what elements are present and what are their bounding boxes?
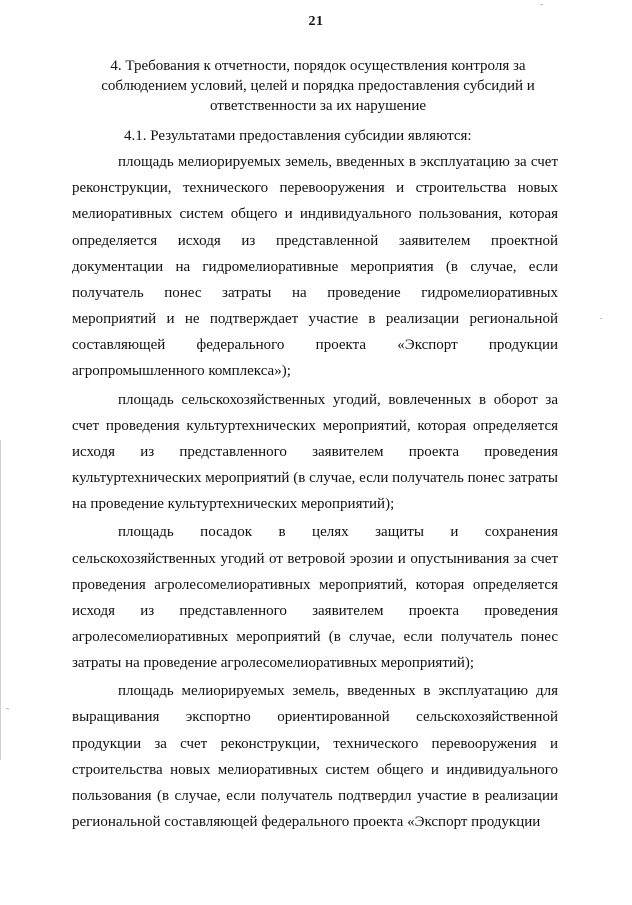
scan-speck bbox=[600, 318, 602, 319]
paragraph-agricultural-land: площадь сельскохозяйственных угодий, вовлеченных в оборот за счет проведения культуртехнических мероприятий, которая определяется исходя из представленного заявителем проекта проведения культуртехнических мероприятий (в случае, если получатель понес затраты на проведение культуртехнических мероприятий); bbox=[72, 391, 558, 513]
scan-speck bbox=[6, 708, 9, 709]
scan-speck bbox=[540, 4, 543, 5]
section-heading: 4. Требования к отчетности, порядок осуществления контроля за соблюдением условий, целей и порядка предоставления субсидий и ответственности за их нарушение bbox=[101, 58, 535, 114]
paragraph-results-intro: 4.1. Результатами предоставления субсидии являются: bbox=[124, 128, 472, 144]
document-body bbox=[72, 117, 558, 835]
paragraph-export-reclaimed-land: площадь мелиорируемых земель, введенных в эксплуатацию для выращивания экспортно ориентированной сельскохозяйственной продукции за счет реконструкции, технического перевооружения и строительства новых мелиоративных систем общего и индивидуального пользования (в случае, если получатель подтвердил участие в реализации региональной составляющей федерального проекта «Экспорт продукции bbox=[72, 683, 558, 831]
scan-edge-mark bbox=[0, 440, 1, 760]
paragraph-protective-plantings: площадь посадок в целях защиты и сохранения сельскохозяйственных угодий от ветровой эрозии и опустынивания за счет проведения агролесомелиоративных мероприятий, которая определяется исходя из представленного заявителем проекта проведения агролесомелиоративных мероприятий (в случае, если получатель понес затраты на проведение агролесомелиоративных мероприятий); bbox=[72, 524, 558, 672]
paragraph-reclaimed-land: площадь мелиорируемых земель, введенных в эксплуатацию за счет реконструкции, технического перевооружения и строительства новых мелиоративных систем общего и индивидуального пользования, которая определяется исходя из представленной заявителем проектной документации на гидромелиоративные мероприятия (в случае, если получатель понес затраты на проведение гидромелиоративных мероприятий и не подтверждает участие в реализации региональной составляющей федерального проекта «Экспорт продукции агропромышленного комплекса»); bbox=[72, 154, 558, 380]
page-number: 21 bbox=[308, 14, 324, 29]
